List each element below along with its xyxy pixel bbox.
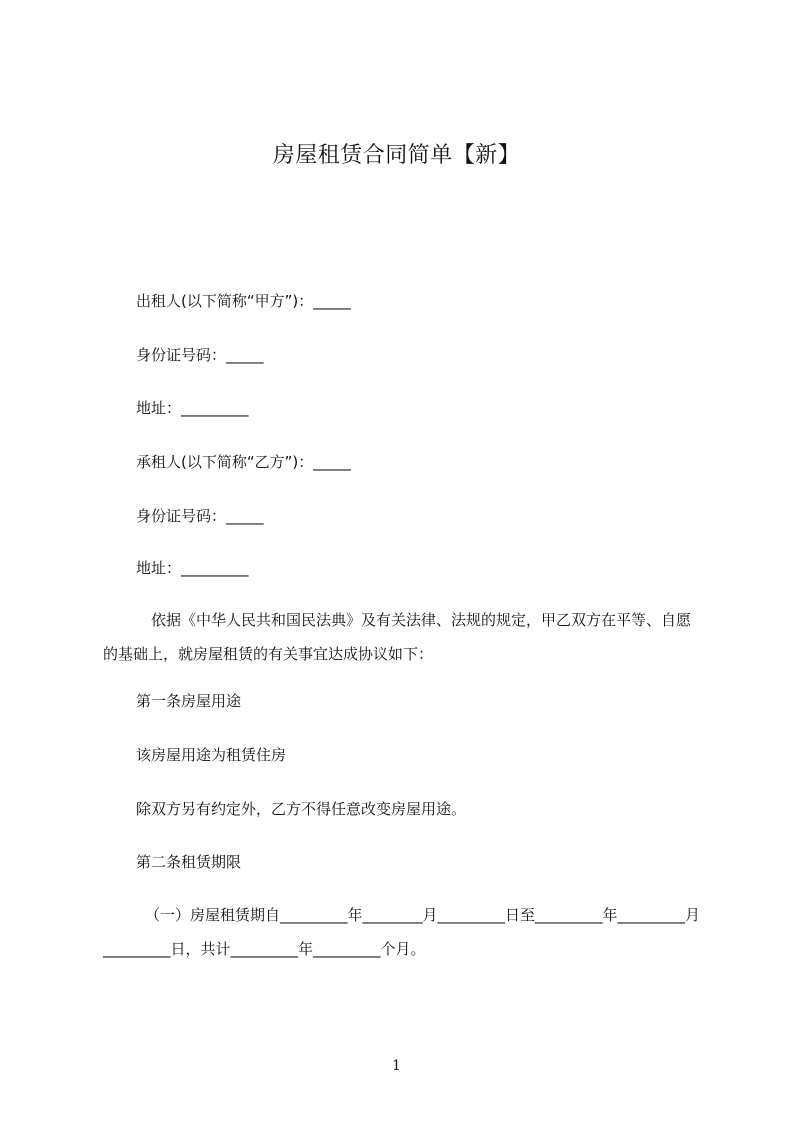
article2-heading: 第二条租赁期限 [136,853,242,871]
article1-line1: 该房屋用途为租赁住房 [136,746,287,764]
lessor-line: 出租人(以下简称“甲方”)：_____ [136,292,351,310]
document-title: 房屋租赁合同简单【新】 [272,143,521,168]
lessee-id-line: 身份证号码：_____ [136,507,264,525]
lessee-line: 承租人(以下简称“乙方”)：_____ [136,453,351,471]
article1-line2: 除双方另有约定外，乙方不得任意改变房屋用途。 [136,800,467,818]
lessee-address-line: 地址：_________ [136,559,249,577]
article1-heading: 第一条房屋用途 [136,692,242,710]
page-number: 1 [392,1058,401,1074]
article2-clause1: （一）房屋租赁期自_________年________月_________日至_________年_________月_________日，共计_________年_________个月。 [103,906,701,958]
lessor-address-line: 地址：_________ [136,399,249,417]
lessor-id-line: 身份证号码：_____ [136,346,264,364]
preamble-paragraph: 依据《中华人民共和国民法典》及有关法律、法规的规定，甲乙双方在平等、自愿的基础上，就房屋租赁的有关事宜达成协议如下： [103,611,692,663]
